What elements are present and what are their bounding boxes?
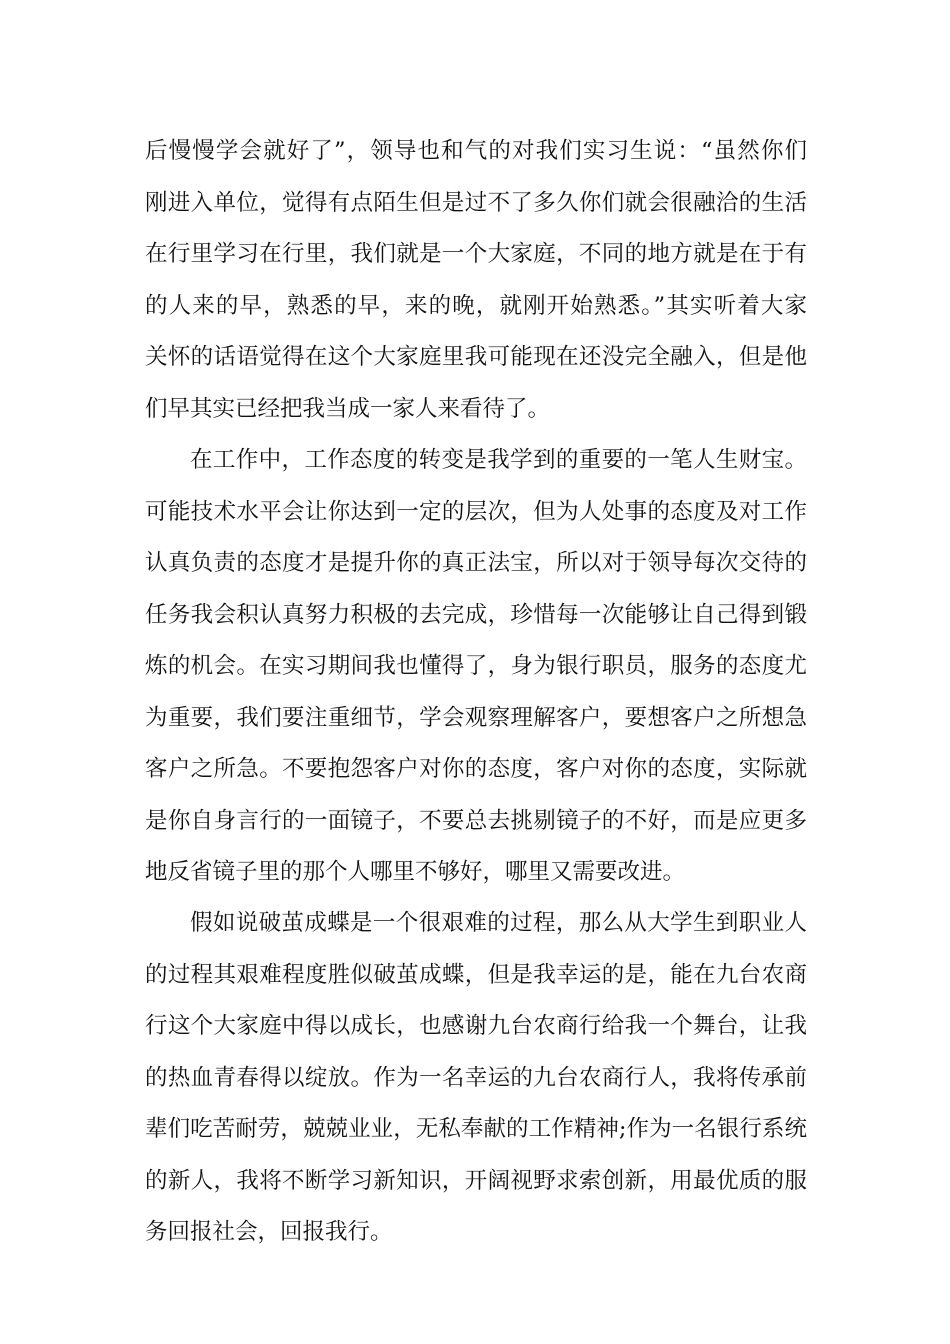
paragraph-line: 可能技术水平会让你达到一定的层次，但为人处事的态度及对工作 [145, 498, 807, 525]
paragraph-line: 们早其实已经把我当成一家人来看待了。 [145, 395, 551, 422]
paragraph-line: 认真负责的态度才是提升你的真正法宝，所以对于领导每次交待的 [145, 550, 807, 576]
paragraph-line: 的人来的早，熟悉的早，来的晚，就刚开始熟悉。”其实听着大家 [145, 292, 807, 319]
paragraph-line: 在行里学习在行里，我们就是一个大家庭，不同的地方就是在于有 [145, 241, 807, 267]
paragraph-line: 是你自身言行的一面镜子，不要总去挑剔镜子的不好，而是应更多 [145, 807, 807, 834]
paragraph-line: 务回报社会，回报我行。 [145, 1219, 393, 1245]
paragraph-line: 炼的机会。在实习期间我也懂得了，身为银行职员，服务的态度尤 [145, 653, 807, 679]
paragraph-line: 在工作中，工作态度的转变是我学到的重要的一笔人生财宝。 [190, 447, 807, 473]
paragraph-2 [145, 435, 807, 899]
paragraph-line: 客户之所急。不要抱怨客户对你的态度，客户对你的态度，实际就 [145, 756, 807, 782]
paragraph-line: 假如说破茧成蝶是一个很艰难的过程，那么从大学生到职业人 [190, 910, 807, 936]
paragraph-line: 为重要，我们要注重细节，学会观察理解客户，要想客户之所想急 [145, 704, 807, 731]
paragraph-line: 刚进入单位，觉得有点陌生但是过不了多久你们就会很融洽的生活 [145, 189, 807, 216]
paragraph-line: 辈们吃苦耐劳，兢兢业业，无私奉献的工作精神;作为一名银行系统 [145, 1116, 807, 1142]
paragraph-3 [145, 898, 807, 1259]
paragraph-line: 的过程其艰难程度胜似破茧成蝶，但是我幸运的是，能在九台农商 [145, 961, 807, 988]
paragraph-1 [145, 126, 807, 435]
paragraph-line: 任务我会积认真努力积极的去完成，珍惜每一次能够让自己得到锻 [145, 601, 807, 628]
paragraph-line: 地反省镜子里的那个人哪里不够好，哪里又需要改进。 [145, 859, 686, 885]
paragraph-line: 的新人，我将不断学习新知识，开阔视野求索创新，用最优质的服 [145, 1167, 807, 1194]
paragraph-line: 关怀的话语觉得在这个大家庭里我可能现在还没完全融入，但是他 [145, 344, 807, 370]
paragraph-line: 的热血青春得以绽放。作为一名幸运的九台农商行人，我将传承前 [145, 1064, 807, 1091]
paragraph-line: 行这个大家庭中得以成长，也感谢九台农商行给我一个舞台，让我 [145, 1013, 807, 1039]
paragraph-line: 后慢慢学会就好了”，领导也和气的对我们实习生说：“虽然你们 [145, 138, 807, 164]
